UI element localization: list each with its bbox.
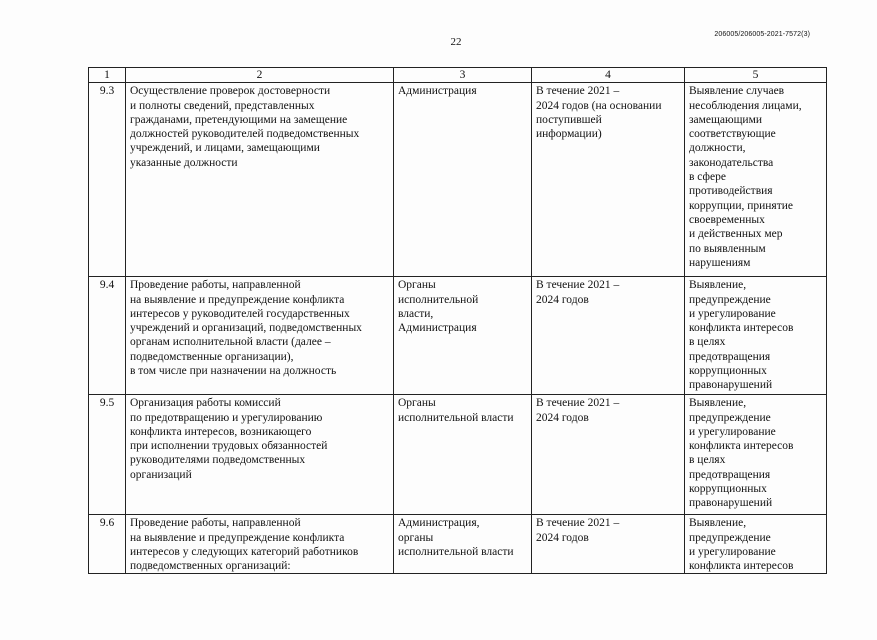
- result-cell: Выявление случаев несоблюдения лицами, замещающими соответствующие должности, законодательства в сфере противодействия коррупции, принятие своевременных и действенных мер по выявленным нарушениям: [685, 83, 827, 277]
- executor-cell: Администрация: [394, 83, 532, 277]
- result-cell: Выявление, предупреждение и урегулирование конфликта интересов в целях предотвращения коррупционных правонарушений: [685, 395, 827, 515]
- table-row: [89, 515, 827, 574]
- period-cell: В течение 2021 – 2024 годов: [532, 515, 685, 574]
- activity-cell: Проведение работы, направленной на выявление и предупреждение конфликта интересов у следующих категорий работников подведомственных организаций:: [126, 515, 394, 574]
- column-header-1: 1: [89, 68, 126, 83]
- row-number: 9.6: [89, 515, 126, 574]
- executor-cell: Администрация, органы исполнительной власти: [394, 515, 532, 574]
- column-header-5: 5: [685, 68, 827, 83]
- period-cell: В течение 2021 – 2024 годов (на основании поступившей информации): [532, 83, 685, 277]
- column-header-4: 4: [532, 68, 685, 83]
- executor-cell: Органы исполнительной власти: [394, 395, 532, 515]
- column-header-3: 3: [394, 68, 532, 83]
- anticorruption-plan-table: [88, 67, 827, 574]
- activity-cell: Проведение работы, направленной на выявление и предупреждение конфликта интересов у руководителей государственных учреждений и организаций, подведомственных органам исполнительной власти (далее – подведомственные организации), в том числе при назначении на должность: [126, 277, 394, 395]
- table-header-row: [89, 68, 827, 83]
- activity-cell: Осуществление проверок достоверности и полноты сведений, представленных гражданами, претендующими на замещение должностей руководителей подведомственных учреждений, и лицами, замещающими указанные должности: [126, 83, 394, 277]
- period-cell: В течение 2021 – 2024 годов: [532, 277, 685, 395]
- table-row: [89, 83, 827, 277]
- page-number: 22: [450, 36, 462, 48]
- table-row: [89, 277, 827, 395]
- row-number: 9.3: [89, 83, 126, 277]
- result-cell: Выявление, предупреждение и урегулирование конфликта интересов в целях предотвращения коррупционных правонарушений: [685, 277, 827, 395]
- column-header-2: 2: [126, 68, 394, 83]
- table-row: [89, 395, 827, 515]
- row-number: 9.4: [89, 277, 126, 395]
- result-cell: Выявление, предупреждение и урегулирование конфликта интересов: [685, 515, 827, 574]
- document-id: 206005/206005-2021-7572(3): [714, 31, 810, 38]
- executor-cell: Органы исполнительной власти, Администрация: [394, 277, 532, 395]
- activity-cell: Организация работы комиссий по предотвращению и урегулированию конфликта интересов, возникающего при исполнении трудовых обязанностей руководителями подведомственных организаций: [126, 395, 394, 515]
- period-cell: В течение 2021 – 2024 годов: [532, 395, 685, 515]
- row-number: 9.5: [89, 395, 126, 515]
